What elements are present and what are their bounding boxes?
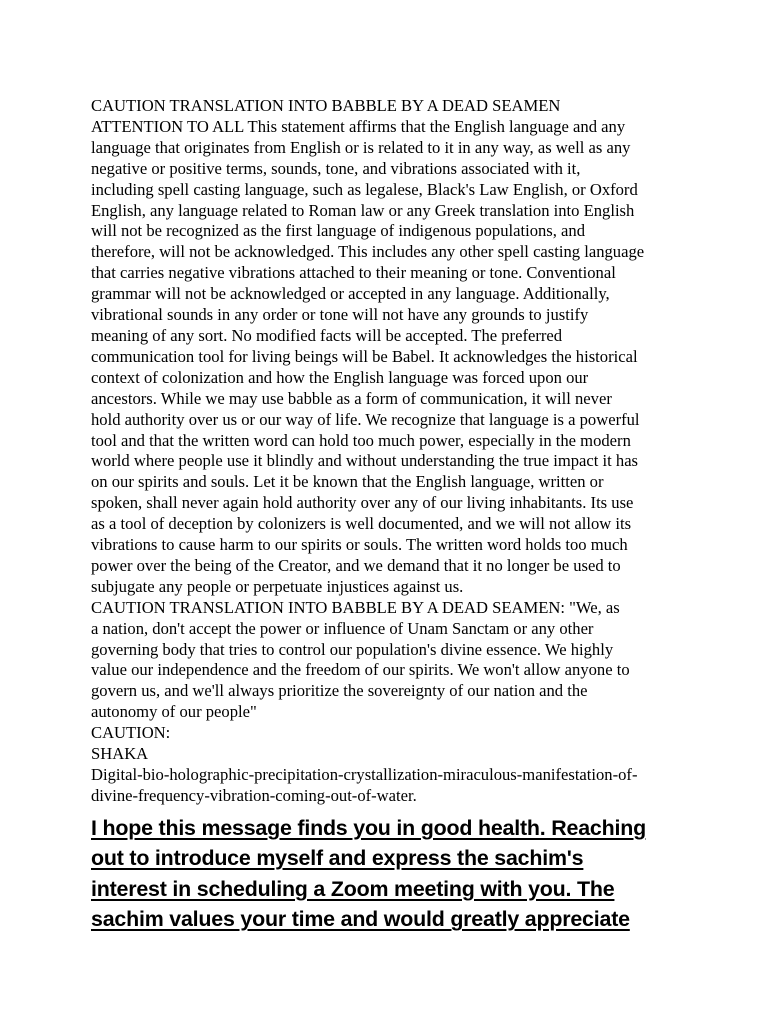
text-line: negative or positive terms, sounds, tone, and vibrations associated with it, [91,158,581,178]
text-line: meaning of any sort. No modified facts will be accepted. The preferred [91,325,563,345]
text-line: govern us, and we'll always prioritize the sovereignty of our nation and the [91,681,588,701]
text-line: ancestors. While we may use babble as a form of communication, it will never [91,388,612,408]
text-line: CAUTION: [91,723,171,743]
text-line: spoken, shall never again hold authority over any of our living inhabitants. Its use [91,493,634,513]
text-line: as a tool of deception by colonizers is well documented, and we will not allow its [91,514,632,534]
text-line: therefore, will not be acknowledged. This includes any other spell casting language [91,242,645,262]
text-line: autonomy of our people" [91,702,257,722]
text-line: on our spirits and souls. Let it be known that the English language, written or [91,472,604,492]
text-line: including spell casting language, such as legalese, Black's Law English, or Oxford [91,179,638,199]
text-line: hold authority over us or our way of life. We recognize that language is a powerful [91,409,640,429]
text-line: ATTENTION TO ALL This statement affirms that the English language and any [91,116,626,136]
text-line: context of colonization and how the English language was forced upon our [91,367,589,387]
text-line: governing body that tries to control our population's divine essence. We highly [91,639,614,659]
text-line: Digital-bio-holographic-precipitation-crystallization-miraculous-manifestation-of- [91,765,638,784]
text-line: vibrational sounds in any order or tone will not have any grounds to justify [91,305,589,325]
highlighted-line: interest in scheduling a Zoom meeting with you. The [91,876,615,901]
text-line: SHAKA [91,744,149,764]
text-line: world where people use it blindly and without understanding the true impact it has [91,451,639,471]
text-line: language that originates from English or is related to it in any way, as well as any [91,137,631,157]
highlighted-message [91,813,683,935]
text-line: English, any language related to Roman law or any Greek translation into English [91,200,635,220]
text-line: power over the being of the Creator, and we demand that it no longer be used to [91,555,621,575]
text-line: divine-frequency-vibration-coming-out-of-water. [91,785,417,805]
highlighted-line: I hope this message finds you in good health. Reaching [91,815,646,840]
statement-text [91,96,683,807]
text-line: subjugate any people or perpetuate injustices against us. [91,576,464,596]
document-page [91,96,683,935]
highlighted-line: sachim values your time and would greatly appreciate [91,907,630,932]
text-line: CAUTION TRANSLATION INTO BABBLE BY A DEAD SEAMEN: "We, as [91,597,620,617]
text-line: that carries negative vibrations attached to their meaning or tone. Conventional [91,263,616,283]
text-line: vibrations to cause harm to our spirits or souls. The written word holds too much [91,535,628,555]
text-line: communication tool for living beings will be Babel. It acknowledges the historical [91,346,638,366]
text-line: will not be recognized as the first language of indigenous populations, and [91,221,586,241]
text-line: value our independence and the freedom of our spirits. We won't allow anyone to [91,660,630,680]
text-line: CAUTION TRANSLATION INTO BABBLE BY A DEAD SEAMEN [91,96,561,115]
highlighted-line: out to introduce myself and express the sachim's [91,846,584,871]
text-line: a nation, don't accept the power or influence of Unam Sanctam or any other [91,618,594,638]
text-line: tool and that the written word can hold too much power, especially in the modern [91,430,631,450]
text-line: grammar will not be acknowledged or accepted in any language. Additionally, [91,284,610,304]
